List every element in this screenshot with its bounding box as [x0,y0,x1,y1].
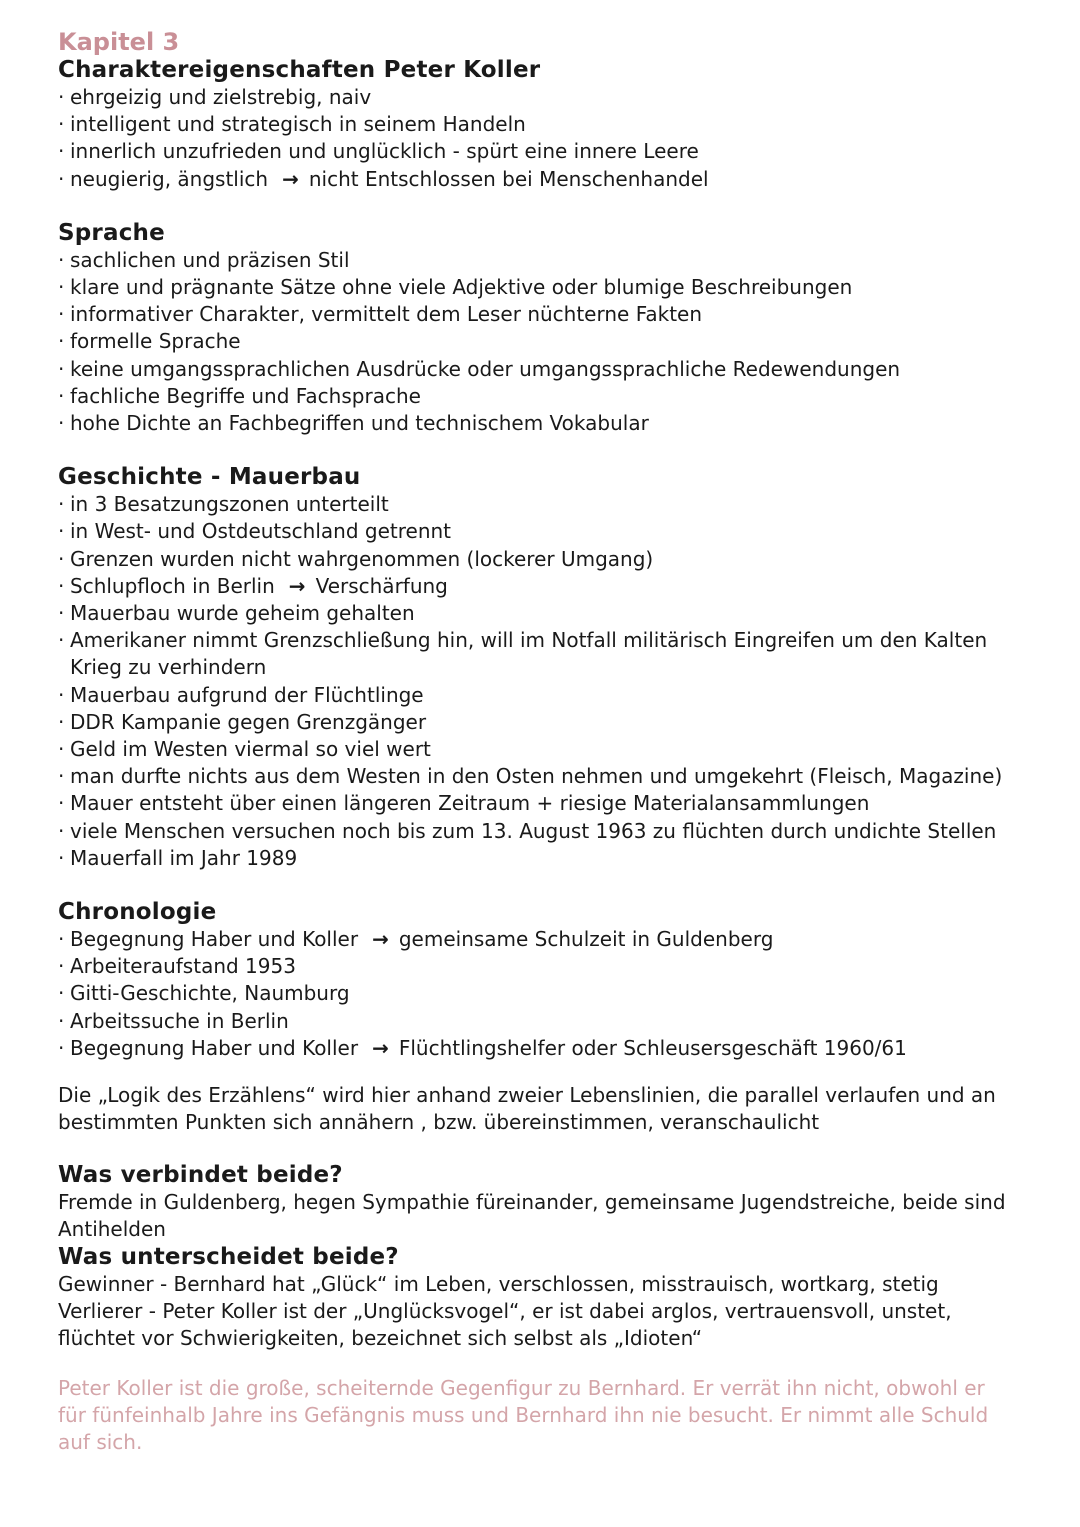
list-item: · sachlichen und präzisen Stil [58,247,350,272]
list-item: · Amerikaner nimmt Grenzschließung hin, will im Notfall militärisch Eingreifen um den Kalten Krieg zu verhindern [58,628,988,680]
differs-line-1: Gewinner - Bernhard hat „Glück“ im Leben, verschlossen, misstrauisch, wortkarg, stetig [58,1271,939,1296]
list-item: · Begegnung Haber und Koller → gemeinsame Schulzeit in Guldenberg [58,926,1018,953]
list-item: · Mauer entsteht über einen längeren Zeitraum + riesige Materialansammlungen [58,791,870,816]
list-item: · formelle Sprache [58,329,241,354]
history-list [58,491,1018,872]
chronology-heading: Chronologie [58,899,217,926]
list-item: · man durfte nichts aus dem Westen in den Osten nehmen und umgekehrt (Fleisch, Magazine) [58,764,1003,789]
conclusion-text: Peter Koller ist die große, scheiternde Gegenfigur zu Bernhard. Er verrät ihn nicht, obwohl er für fünfeinhalb Jahre ins Gefängnis muss und Bernhard ihn nie besucht. Er nimmt alle Schuld auf sich. [58,1375,989,1454]
list-item: · neugierig, ängstlich → nicht Entschlossen bei Menschenhandel [58,166,1018,193]
list-item: · Begegnung Haber und Koller → Flüchtlingshelfer oder Schleusersgeschäft 1960/61 [58,1035,1018,1062]
list-item: · innerlich unzufrieden und unglücklich - spürt eine innere Leere [58,139,699,164]
list-item: · keine umgangssprachlichen Ausdrücke oder umgangssprachliche Redewendungen [58,356,901,381]
arrow-icon: → [282,166,299,191]
list-item: · Arbeiteraufstand 1953 [58,954,296,979]
list-item: · Schlupfloch in Berlin → Verschärfung [58,573,1018,600]
arrow-icon: → [372,1035,389,1060]
list-item: · hohe Dichte an Fachbegriffen und technischem Vokabular [58,411,649,436]
list-item: · viele Menschen versuchen noch bis zum 13. August 1963 zu flüchten durch undichte Stellen [58,818,997,843]
chronology-summary: Die „Logik des Erzählens“ wird hier anhand zweier Lebenslinien, die parallel verlaufen und an bestimmten Punkten sich annähern , bzw. übereinstimmen, veranschaulicht [58,1083,996,1135]
arrow-icon: → [288,573,306,598]
language-list [58,247,1018,437]
list-item: · Mauerbau aufgrund der Flüchtlinge [58,682,424,707]
differs-heading: Was unterscheidet beide? [58,1243,399,1270]
list-item: · ehrgeizig und zielstrebig, naiv [58,85,372,109]
notes-page [58,28,1018,1456]
list-item: · informativer Charakter, vermittelt dem Leser nüchterne Fakten [58,302,703,327]
chronology-list [58,926,1018,1062]
connects-heading: Was verbindet beide? [58,1161,343,1188]
characteristics-heading: Charaktereigenschaften Peter Koller [58,57,541,83]
list-item: · in West- und Ostdeutschland getrennt [58,519,452,544]
list-item: · Arbeitssuche in Berlin [58,1008,289,1033]
chapter-label: Kapitel 3 [58,28,180,56]
list-item: · Grenzen wurden nicht wahrgenommen (lockerer Umgang) [58,546,654,571]
list-item: · DDR Kampanie gegen Grenzgänger [58,709,427,734]
list-item: · Mauerbau wurde geheim gehalten [58,601,415,626]
characteristics-list [58,84,1018,193]
list-item: · klare und prägnante Sätze ohne viele Adjektive oder blumige Beschreibungen [58,275,853,300]
list-item: · Gitti-Geschichte, Naumburg [58,981,350,1006]
list-item: · Mauerfall im Jahr 1989 [58,845,298,870]
arrow-icon: → [372,927,389,952]
history-heading: Geschichte - Mauerbau [58,464,361,491]
connects-text: Fremde in Guldenberg, hegen Sympathie füreinander, gemeinsame Jugendstreiche, beide sind Antihelden [58,1189,1006,1241]
list-item: · fachliche Begriffe und Fachsprache [58,383,421,408]
language-heading: Sprache [58,219,165,246]
list-item: · Geld im Westen viermal so viel wert [58,737,431,762]
list-item: · in 3 Besatzungszonen unterteilt [58,492,389,517]
list-item: · intelligent und strategisch in seinem Handeln [58,112,526,137]
differs-line-2: Verlierer - Peter Koller ist der „Unglücksvogel“, er ist dabei arglos, vertrauensvoll, unstet, flüchtet vor Schwierigkeiten, bezeichnet sich selbst als „Idioten“ [58,1299,952,1351]
